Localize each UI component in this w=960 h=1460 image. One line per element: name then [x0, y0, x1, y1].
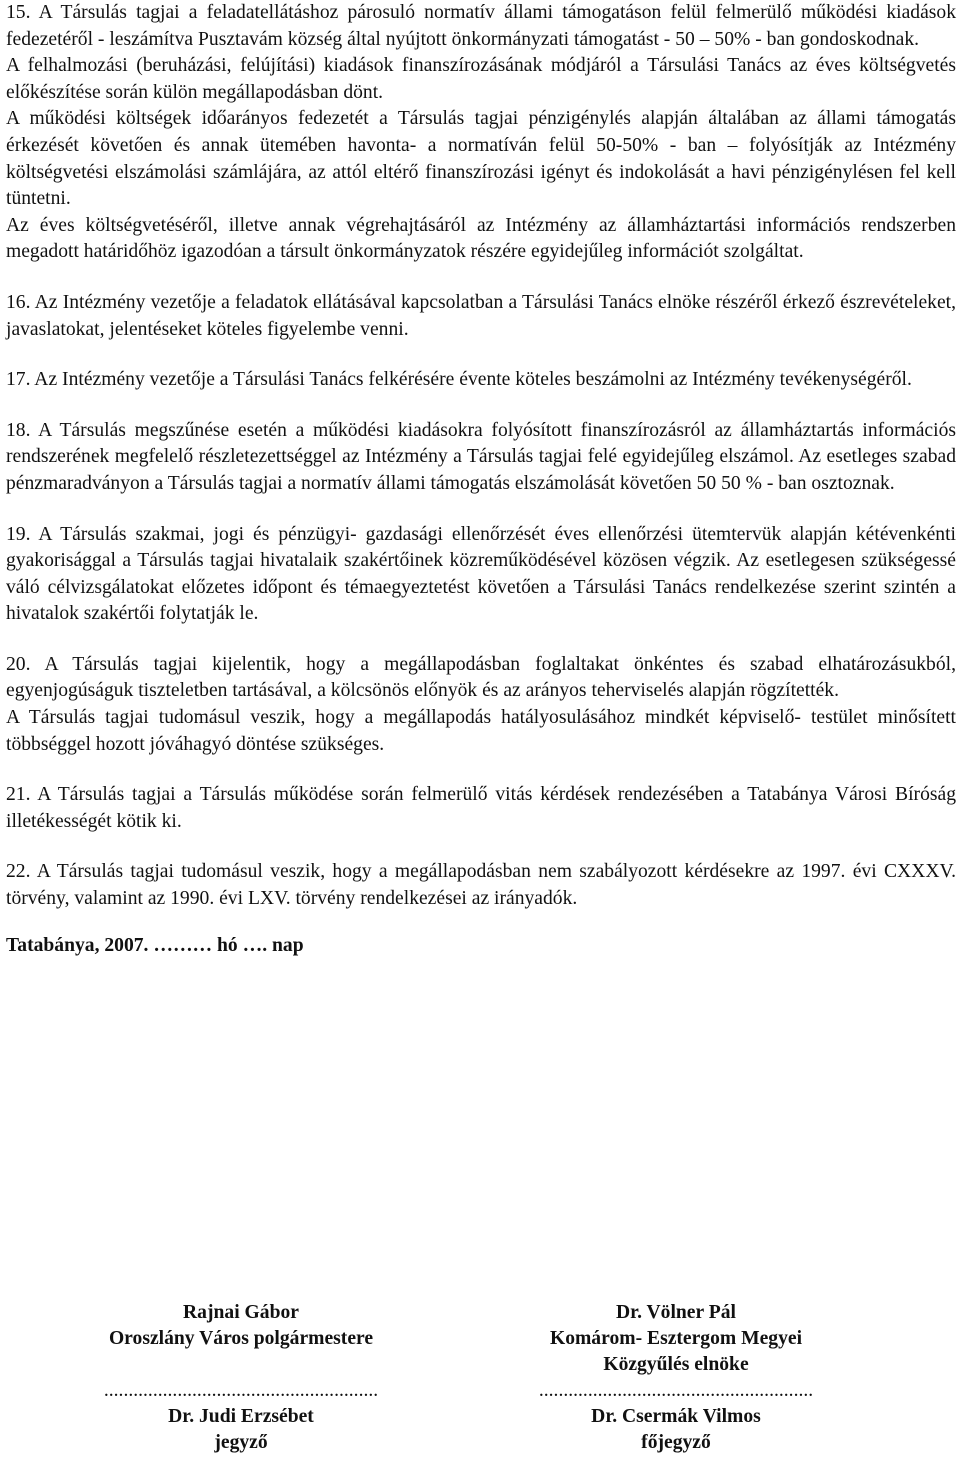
signature-line-left: ........................................................ [103, 1380, 379, 1401]
paragraph-15-line-3: A működési költségek időarányos fedezetét a Társulás tagjai pénzigénylés alapján általában az állami támogatás érkezését követően és annak ütemében havonta- a normatíván felül 50-50% - ban – folyósítják az Intézmény költségvetési elszámolási számlájára, az attól eltérő finanszírozási igényt és indokolását a havi pénzigénylésen fel kell tüntetni. [6, 108, 956, 210]
spacer [6, 758, 956, 782]
signature-right [516, 1300, 836, 1456]
signatory-left-secondary-name: Dr. Judi Erzsébet [168, 1406, 314, 1427]
signature-left [76, 1300, 406, 1456]
paragraph-17: 17. Az Intézmény vezetője a Társulási Tanács felkérésére évente köteles beszámolni az Intézmény tevékenységéről. [6, 369, 912, 391]
spacer [6, 343, 956, 367]
paragraph-15-line-1: 15. A Társulás tagjai a feladatellátáshoz párosuló normatív állami támogatáson felül felmerülő működési kiadások fedezetéről - leszámítva Pusztavám község által nyújtott önkormányzati támogatást - 50 – 50% - ban gondoskodnak. [6, 2, 956, 50]
signatory-left-secondary-title: jegyző [214, 1432, 268, 1453]
signatory-right-title-line1: Komárom- Esztergom Megyei [549, 1328, 803, 1349]
signatory-right-name: Dr. Völner Pál [616, 1302, 736, 1323]
signatory-left-name: Rajnai Gábor [183, 1302, 299, 1323]
paragraph-15-line-2: A felhalmozási (beruházási, felújítási) kiadások finanszírozásának módjáról a Társulási Tanács az éves költségvetés előkészítése során külön megállapodásban dönt. [6, 55, 956, 103]
paragraph-18: 18. A Társulás megszűnése esetén a működési kiadásokra folyósított finanszírozásról az államháztartás információs rendszerének megfelelő részletezettséggel az Intézmény a Társulás tagjai felé egyidejűleg elszámol. Az esetleges szabad pénzmaradványon a Társulás tagjai a normatív állami támogatás elszámolását követően 50 50 % - ban osztoznak. [6, 419, 956, 494]
date-line: Tatabánya, 2007. ……… hó …. nap [6, 934, 304, 956]
spacer [6, 498, 956, 522]
spacer [76, 1352, 406, 1378]
spacer [6, 266, 956, 290]
paragraph-20-line-1: 20. A Társulás tagjai kijelentik, hogy a megállapodásban foglaltakat önkéntes és szabad elhatározásukból, egyenjogúságuk tiszteletben tartásával, a kölcsönös előnyök és az arányos teherviselés alapján rögzítették. [6, 653, 956, 702]
spacer [6, 835, 956, 859]
spacer [6, 394, 956, 418]
paragraph-19: 19. A Társulás szakmai, jogi és pénzügyi- gazdasági ellenőrzését éves ellenőrzési ütemtervük alapján kétévenkénti gyakorisággal a Társulás tagjai hivatalaik szakértőinek közreműködésével közösen végzik. Az esetlegesen szükségessé váló célvizsgálatokat előzetes időpont és témaegyeztetést követően a Társulási Tanács rendelkezése szerint szintén a hivatalok szakértői folytatják le. [6, 523, 956, 625]
signatory-right-secondary-name: Dr. Csermák Vilmos [591, 1406, 761, 1427]
paragraph-16: 16. Az Intézmény vezetője a feladatok ellátásával kapcsolatban a Társulási Tanács elnöke részéről érkező észrevételeket, javaslatokat, jelentéseket köteles figyelembe venni. [6, 291, 956, 340]
signatory-right-secondary-title: főjegyző [641, 1432, 711, 1453]
signatory-right-title-line2: Közgyűlés elnöke [603, 1354, 749, 1375]
paragraph-22: 22. A Társulás tagjai tudomásul veszik, hogy a megállapodásban nem szabályozott kérdésekre az 1997. évi CXXXV. törvény, valamint az 1990. évi LXV. törvény rendelkezései az irányadók. [6, 861, 956, 910]
signatory-left-title: Oroszlány Város polgármestere [108, 1328, 374, 1349]
paragraph-21: 21. A Társulás tagjai a Társulás működése során felmerülő vitás kérdések rendezésében a Tatabánya Városi Bíróság illetékességét kötik ki. [6, 784, 956, 832]
paragraph-15-line-4: Az éves költségvetéséről, illetve annak végrehajtásáról az Intézmény az államháztartási információs rendszerben megadott határidőhöz igazodóan a társult önkormányzatok részére egyidejűleg információt szolgáltat. [6, 214, 956, 263]
signature-line-right: ........................................................ [538, 1380, 814, 1401]
document-page [6, 0, 956, 1453]
spacer [6, 628, 956, 652]
paragraph-20-line-2: A Társulás tagjai tudomásul veszik, hogy a megállapodás hatályosulásához mindkét képviselő- testület minősített többséggel hozott jóváhagyó döntése szükséges. [6, 707, 956, 755]
